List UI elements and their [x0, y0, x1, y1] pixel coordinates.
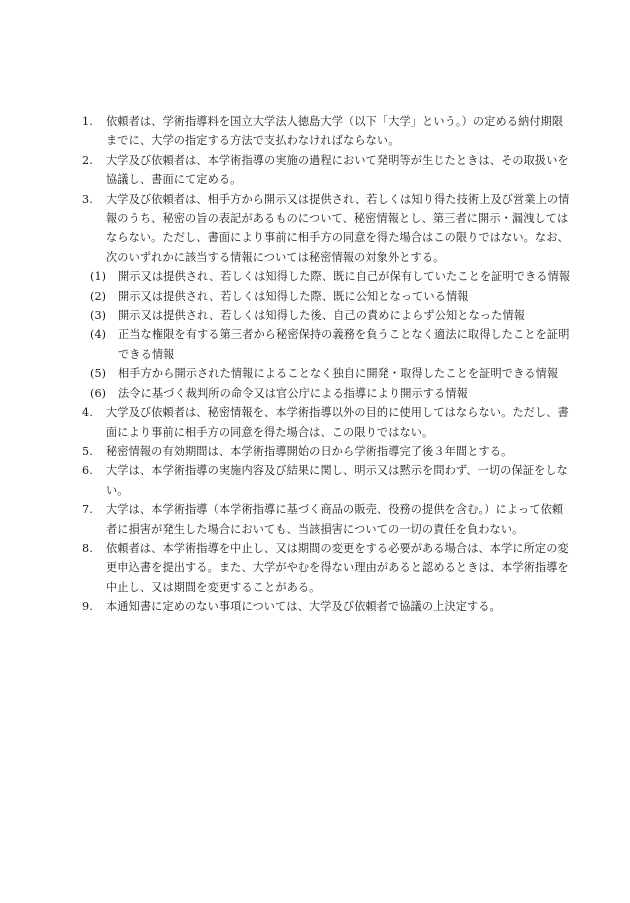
clause-5	[82, 442, 572, 461]
clause-number: 8.	[82, 541, 93, 555]
exclusion-item-3	[90, 306, 572, 325]
clause-number: 2.	[82, 153, 93, 167]
clause-9	[82, 597, 572, 616]
terms-list	[82, 112, 572, 617]
clause-4	[82, 403, 572, 442]
exclusion-item-5	[90, 364, 572, 383]
clause-text: 大学及び依頼者は、相手方から開示又は提供され、若しくは知り得た技術上及び営業上の情報のうち、秘密の旨の表記があるものについて、秘密情報とし、第三者に開示・漏洩してはならない。ただし、書面により事前に相手方の同意を得た場合はこの限りではない。なお、次のいずれかに該当する情報については秘密情報の対象外とする。	[106, 192, 570, 264]
exclusion-item-2	[90, 287, 572, 306]
subitem-number: (1)	[90, 270, 107, 284]
clause-text: 大学及び依頼者は、本学術指導の実施の過程において発明等が生じたときは、その取扱いを協議し、書面にて定める。	[106, 153, 569, 187]
clause-8	[82, 539, 572, 597]
clause-number: 7.	[82, 503, 93, 517]
subitem-number: (5)	[90, 367, 107, 381]
subitem-text: 開示又は提供され、若しくは知得した後、自己の責めによらず公知となった情報	[118, 309, 526, 323]
subitem-text: 開示又は提供され、若しくは知得した際、既に自己が保有していたことを証明できる情報	[118, 270, 571, 284]
subitem-text: 正当な権限を有する第三者から秘密保持の義務を負うことなく適法に取得したことを証明できる情報	[118, 328, 570, 361]
clause-text: 大学は、本学術指導（本学術指導に基づく商品の販売、役務の提供を含む。）によって依頼者に損害が発生した場合においても、当該損害についての一切の責任を負わない。	[106, 503, 564, 536]
clause-3	[82, 190, 572, 403]
clause-2	[82, 151, 572, 190]
clause-text: 大学は、本学術指導の実施内容及び結果に関し、明示又は黙示を問わず、一切の保証をしない。	[106, 464, 568, 497]
clause-7	[82, 500, 572, 539]
clause-1	[82, 112, 572, 151]
exclusion-list	[90, 267, 572, 403]
clause-6	[82, 461, 572, 500]
clause-text: 本通知書に定めのない事項については、大学及び依頼者で協議の上決定する。	[106, 600, 501, 614]
subitem-number: (6)	[90, 386, 107, 400]
clause-number: 6.	[82, 464, 93, 478]
subitem-number: (2)	[90, 289, 107, 303]
exclusion-item-4	[90, 325, 572, 364]
subitem-number: (4)	[90, 328, 107, 342]
subitem-text: 相手方から開示された情報によることなく独自に開発・取得したことを証明できる情報	[118, 367, 559, 381]
clause-number: 1.	[82, 115, 93, 128]
clause-text: 秘密情報の有効期間は、本学術指導開始の日から学術指導完了後３年間とする。	[106, 444, 513, 458]
clause-text: 依頼者は、学術指導料を国立大学法人徳島大学（以下「大学」という。）の定める納付期限までに、大学の指定する方法で支払わなければならない。	[106, 115, 564, 148]
clause-number: 3.	[82, 192, 93, 206]
clause-number: 9.	[82, 600, 93, 614]
clause-text: 大学及び依頼者は、秘密情報を、本学術指導以外の目的に使用してはならない。ただし、書面により事前に相手方の同意を得た場合は、この限りではない。	[106, 406, 569, 439]
subitem-text: 開示又は提供され、若しくは知得した際、既に公知となっている情報	[118, 289, 469, 303]
exclusion-item-1	[90, 267, 572, 286]
subitem-number: (3)	[90, 309, 107, 323]
subitem-text: 法令に基づく裁判所の命令又は官公庁による指導により開示する情報	[118, 386, 468, 400]
clause-number: 5.	[82, 444, 93, 458]
clause-text: 依頼者は、本学術指導を中止し、又は期間の変更をする必要がある場合は、本学に所定の変更申込書を提出する。また、大学がやむを得ない理由があると認めるときは、本学術指導を中止し、又は期間を変更することがある。	[106, 541, 569, 594]
exclusion-item-6	[90, 384, 572, 403]
clause-number: 4.	[82, 406, 93, 420]
